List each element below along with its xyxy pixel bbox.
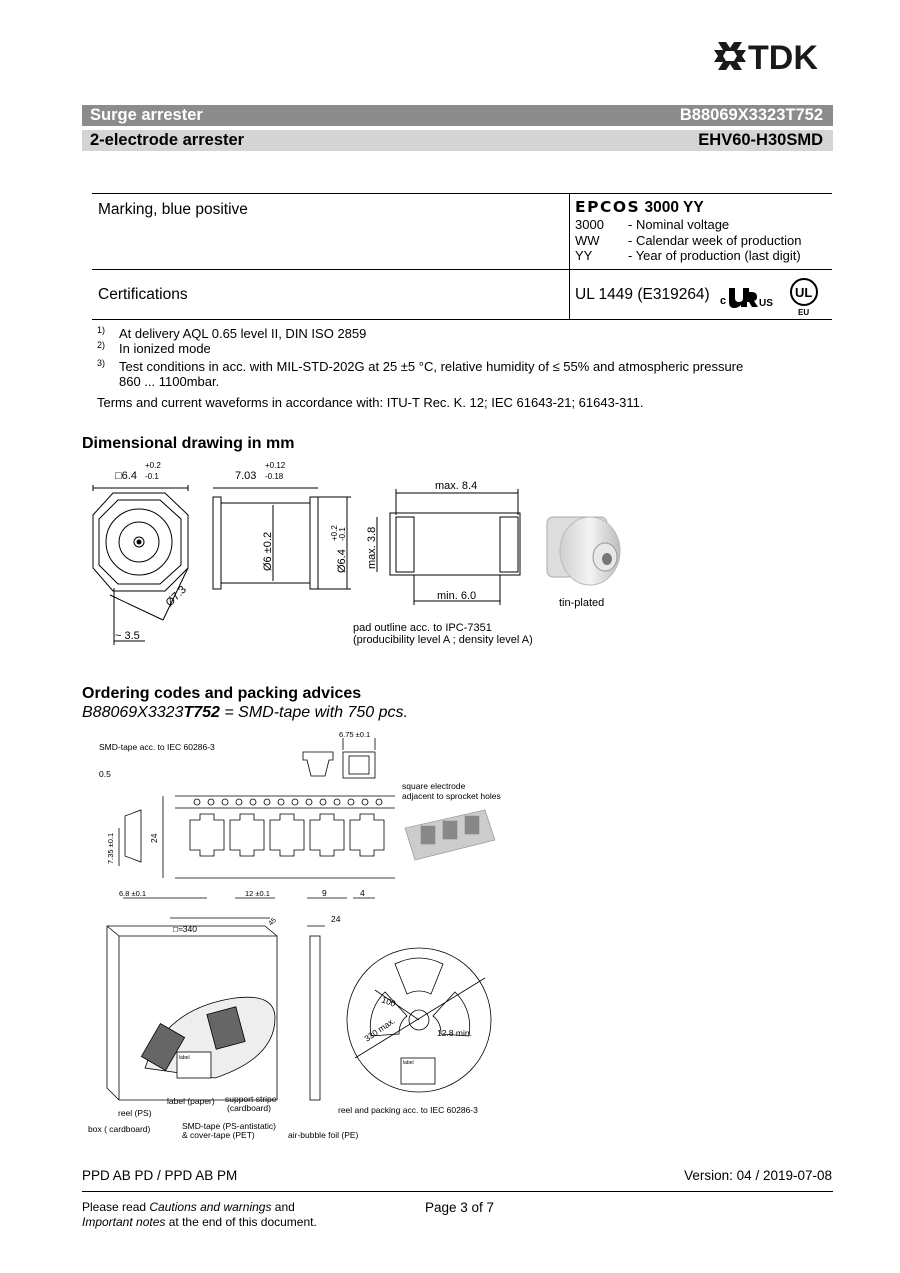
reel-side bbox=[307, 926, 325, 1100]
electrode-note-2: adjacent to sprocket holes bbox=[402, 791, 501, 801]
dim-tol: +0.2 bbox=[145, 461, 161, 470]
ul-marks bbox=[720, 276, 835, 316]
dim-min-60: min. 6.0 bbox=[437, 590, 477, 602]
dim-box-340: □≈340 bbox=[173, 924, 197, 934]
dim-reel-24: 24 bbox=[331, 914, 341, 924]
epcos-brand: EPCOS bbox=[575, 198, 641, 216]
footer-version: Version: 04 / 2019-07-08 bbox=[684, 1168, 832, 1183]
dim-675: 6.75 ±0.1 bbox=[339, 730, 371, 739]
dim-max-84: max. 8.4 bbox=[435, 480, 478, 492]
dim-dia-73: Ø7.3 bbox=[163, 583, 189, 610]
footer-important-link[interactable]: Important notes bbox=[82, 1215, 166, 1229]
certification-value: UL 1449 (E319264) bbox=[575, 285, 710, 303]
footnote-number: 3) bbox=[97, 358, 106, 368]
tape-label: SMD-tape acc. to IEC 60286-3 bbox=[99, 742, 215, 752]
component-3d-image bbox=[547, 517, 620, 585]
dim-05: 0.5 bbox=[99, 769, 111, 779]
marking-text bbox=[575, 198, 827, 217]
packing-drawing bbox=[85, 728, 535, 1143]
tape-pockets bbox=[303, 738, 375, 778]
footer-please-read: Please read bbox=[82, 1200, 150, 1214]
reel-front bbox=[347, 948, 491, 1092]
logo-text: TDK bbox=[748, 39, 818, 74]
code-bold: T752 bbox=[183, 704, 220, 721]
footnote-text: Test conditions in acc. with MIL-STD-202G at 25 ±5 °C, relative humidity of ≤ 55% and atmospheric pressure bbox=[119, 359, 744, 374]
footnote-text: At delivery AQL 0.65 level II, DIN ISO 2859 bbox=[119, 326, 367, 341]
spec-table bbox=[92, 193, 832, 320]
callout-label-paper: label (paper) bbox=[167, 1096, 215, 1106]
callout-reel-ps: reel (PS) bbox=[118, 1108, 152, 1118]
dim-reel-128: 12.8 min. bbox=[437, 1028, 472, 1038]
section-title-dimensional: Dimensional drawing in mm bbox=[82, 435, 295, 452]
footer-and: and bbox=[271, 1200, 295, 1214]
tape-strip bbox=[119, 796, 395, 898]
dim-9: 9 bbox=[322, 888, 327, 898]
pad-note-1: pad outline acc. to IPC-7351 bbox=[353, 622, 492, 634]
callout-support-2: (cardboard) bbox=[227, 1103, 271, 1113]
electrode-note-1: square electrode bbox=[402, 781, 466, 791]
dim-box-45: 45 bbox=[267, 916, 278, 928]
dim-24: 24 bbox=[149, 833, 159, 843]
legend-value: - Year of production (last digit) bbox=[628, 248, 801, 263]
row-label: Marking, blue positive bbox=[92, 194, 570, 270]
dim-68: 6.8 ±0.1 bbox=[119, 889, 147, 898]
legend-value: - Nominal voltage bbox=[628, 217, 730, 232]
footnote-text: In ionized mode bbox=[119, 341, 211, 356]
footer-note bbox=[82, 1200, 317, 1230]
tdk-emblem-icon bbox=[714, 42, 746, 70]
dim-length: 7.03 bbox=[235, 470, 257, 482]
dim-4: 4 bbox=[360, 888, 365, 898]
header-bar-series bbox=[82, 130, 833, 151]
dim-tol: -0.1 bbox=[145, 472, 159, 481]
footer-cautions-link[interactable]: Cautions and warnings bbox=[149, 1200, 272, 1214]
legend-row bbox=[575, 233, 827, 249]
dim-735: 7.35 ±0.1 bbox=[106, 832, 115, 864]
footnote bbox=[97, 341, 817, 356]
dim-12: 12 ±0.1 bbox=[245, 889, 270, 898]
dimensional-drawing bbox=[85, 455, 645, 650]
front-view bbox=[93, 485, 188, 645]
callout-smd-2: & cover-tape (PET) bbox=[182, 1130, 255, 1140]
code-prefix: B88069X3323 bbox=[82, 704, 184, 721]
footnote-number: 1) bbox=[97, 325, 106, 335]
dim-approx-35: ~ 3.5 bbox=[115, 630, 140, 642]
eu-text: EU bbox=[798, 308, 810, 316]
reel-label-small: label bbox=[403, 1060, 414, 1066]
label-small: label bbox=[179, 1055, 190, 1061]
footer-divider bbox=[82, 1191, 833, 1192]
ordering-code-line bbox=[82, 704, 408, 722]
tape-3d-image bbox=[405, 810, 495, 860]
table-row bbox=[92, 270, 832, 320]
pad-outline bbox=[377, 489, 520, 605]
footnotes bbox=[97, 323, 817, 410]
footnote bbox=[97, 326, 817, 341]
dim-dia-inner: Ø6 ±0.2 bbox=[262, 531, 274, 571]
dim-reel-330: 330 max. bbox=[362, 1015, 397, 1044]
dim-tol: +0.12 bbox=[265, 461, 286, 470]
legend-row bbox=[575, 248, 827, 264]
certification-cell bbox=[570, 270, 833, 320]
pad-note-2: (producibility level A ; density level A) bbox=[353, 634, 533, 646]
product-subtype: 2-electrode arrester bbox=[90, 131, 245, 149]
page-number: Page 3 of 7 bbox=[425, 1200, 495, 1215]
dim-max-38: max. 3.8 bbox=[366, 526, 378, 569]
dim-dia-outer: Ø6.4 bbox=[336, 549, 348, 573]
box-drawing bbox=[107, 918, 277, 1100]
ul-eu-icon bbox=[791, 279, 817, 316]
row-label: Certifications bbox=[92, 270, 570, 320]
footnote bbox=[97, 359, 817, 389]
marking-cell bbox=[570, 194, 833, 270]
dim-tol: -0.1 bbox=[338, 527, 347, 541]
section-title-ordering: Ordering codes and packing advices bbox=[82, 685, 362, 702]
terms-text: Terms and current waveforms in accordance with: ITU-T Rec. K. 12; IEC 61643-21; 61643-311. bbox=[97, 395, 644, 410]
callout-reel-pack: reel and packing acc. to IEC 60286-3 bbox=[338, 1105, 478, 1115]
legend-value: - Calendar week of production bbox=[628, 232, 802, 248]
callout-smd-1: SMD-tape (PS-antistatic) bbox=[182, 1121, 276, 1131]
footnote-text-cont: 860 ... 1100mbar. bbox=[119, 374, 220, 389]
product-type: Surge arrester bbox=[90, 106, 203, 124]
marking-code: 3000 YY bbox=[644, 199, 704, 216]
dim-square: □6.4 bbox=[115, 470, 137, 482]
header-bar-product bbox=[82, 105, 833, 126]
tdk-logo bbox=[712, 38, 837, 74]
legend-key: YY bbox=[575, 248, 593, 263]
footnote-number: 2) bbox=[97, 340, 106, 350]
series-name: EHV60-H30SMD bbox=[698, 131, 823, 149]
ul-text: UL bbox=[795, 285, 813, 300]
ordering-code: B88069X3323T752 bbox=[679, 106, 823, 124]
callout-support-1: support stripe bbox=[225, 1094, 277, 1104]
footer-end: at the end of this document. bbox=[165, 1215, 317, 1229]
legend-row bbox=[575, 217, 827, 233]
dim-tol: +0.2 bbox=[330, 525, 339, 541]
dim-tol: -0.18 bbox=[265, 472, 284, 481]
ur-recognized-icon bbox=[720, 288, 773, 309]
legend-key: 3000 bbox=[575, 217, 604, 232]
table-row bbox=[92, 194, 832, 270]
footer-department: PPD AB PD / PPD AB PM bbox=[82, 1168, 238, 1183]
legend-key: WW bbox=[575, 232, 600, 248]
ur-c-text: c bbox=[720, 295, 727, 307]
dim-reel-100: 100 bbox=[380, 994, 398, 1009]
callout-box: box ( cardboard) bbox=[88, 1124, 151, 1134]
ur-us-text: US bbox=[759, 298, 773, 309]
tin-plated-label: tin-plated bbox=[559, 597, 605, 609]
callout-bubble: air-bubble foil (PE) bbox=[288, 1130, 359, 1140]
code-suffix: = SMD-tape with 750 pcs. bbox=[219, 704, 408, 721]
